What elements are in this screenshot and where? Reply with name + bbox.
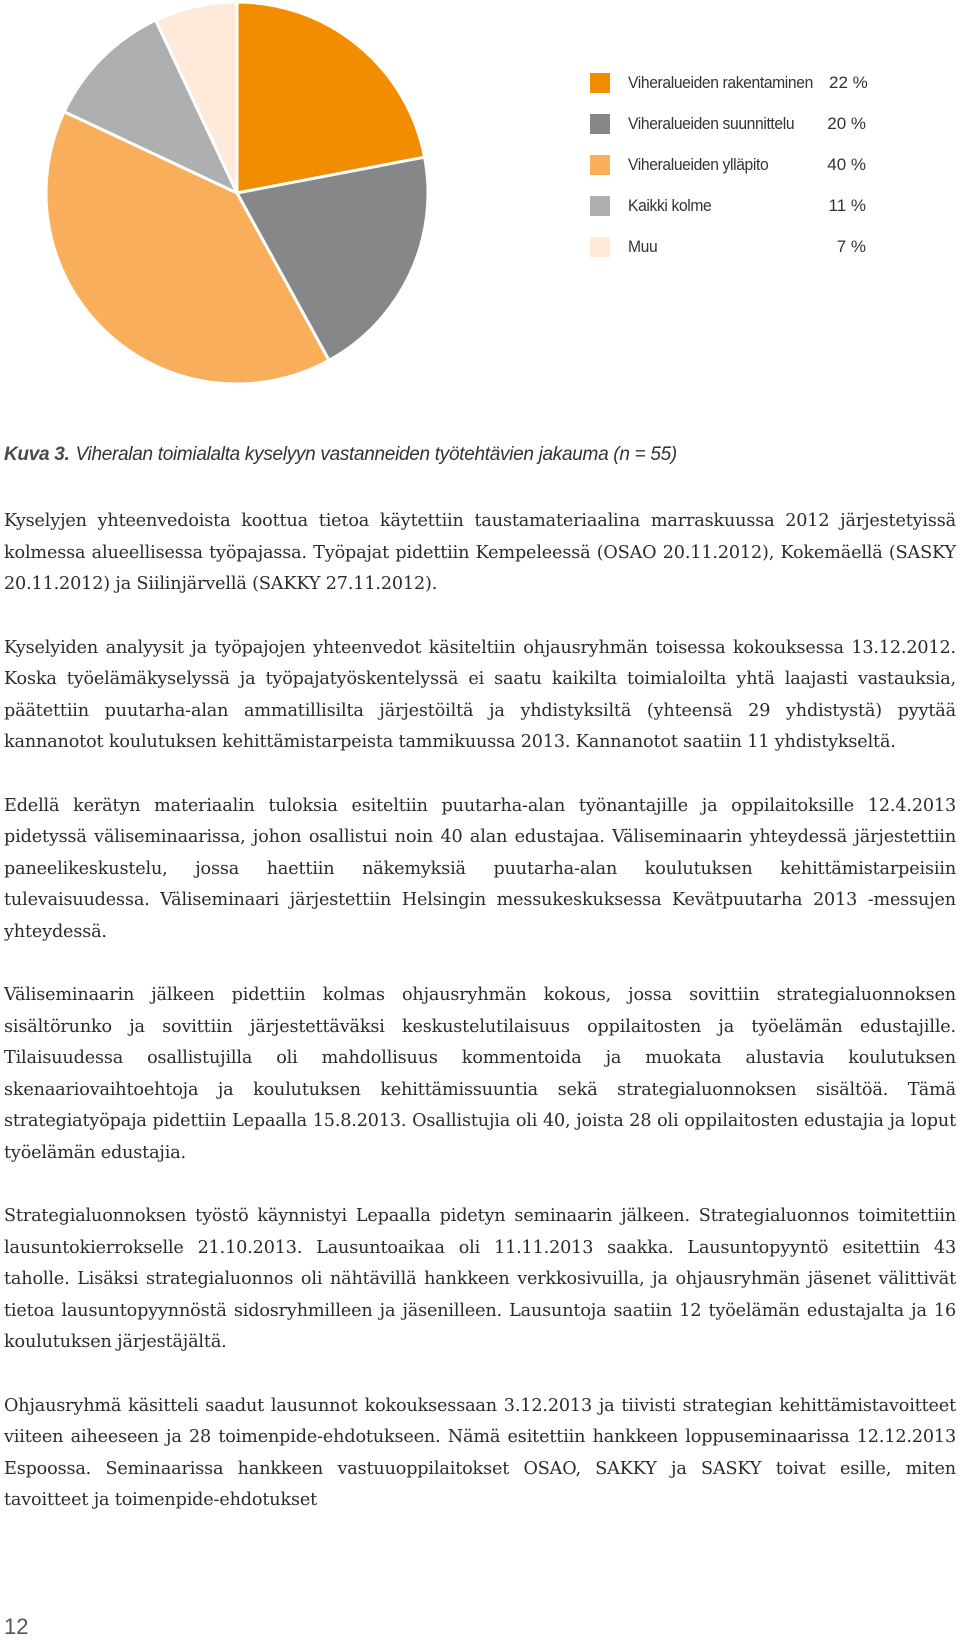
legend-value: 11 % — [828, 195, 866, 215]
figure-caption — [4, 444, 954, 466]
figure-caption-text: Viheralan toimialalta kyselyyn vastanneiden työtehtävien jakauma (n = 55) — [75, 444, 677, 465]
legend-label: Viheralueiden suunnittelu — [628, 113, 795, 133]
body-text — [4, 506, 956, 1549]
paragraph: Väliseminaarin jälkeen pidettiin kolmas ohjausryhmän kokous, jossa sovittiin strategialuonnoksen sisältörunko ja sovittiin järjestettäväksi keskustelutilaisuus oppilaitosten ja työelämän edustajille. Tilaisuudessa osallistujilla oli mahdollisuus kommentoida ja muokata alustavia koulutuksen skenaariovaihtoehtoja ja koulutuksen kehittämissuuntia sekä strategialuonnoksen sisältöä. Tämä strategiatyöpaja pidettiin Lepaalla 15.8.2013. Osallistujia oli 40, joista 28 oli oppilaitosten edustajia ja loput työelämän edustajia. — [4, 985, 956, 1163]
legend-value: 40 % — [827, 154, 866, 174]
legend-label: Muu — [628, 236, 658, 256]
paragraph: Kyselyjen yhteenvedoista koottua tietoa käytettiin taustamateriaalina marraskuussa 2012 järjestetyissä kolmessa alueellisessa työpajassa. Työpajat pidettiin Kempeleessä (OSAO 20.11.2012), Kokemäellä (SASKY 20.11.2012) ja Siilinjärvellä (SAKKY 27.11.2012). — [4, 511, 956, 594]
legend-swatch — [590, 196, 610, 216]
legend-value: 7 % — [836, 236, 866, 256]
legend-swatch — [590, 155, 610, 175]
legend-swatch — [590, 237, 610, 257]
legend-item-yllapito — [590, 144, 866, 185]
legend-label: Kaikki kolme — [628, 195, 712, 215]
legend-value: 22 % — [829, 72, 868, 92]
chart-legend — [590, 62, 866, 267]
legend-label: Viheralueiden rakentaminen — [628, 72, 813, 92]
pie-chart — [40, 0, 460, 410]
paragraph: Kyselyiden analyysit ja työpajojen yhteenvedot käsiteltiin ohjausryhmän toisessa kokouksessa 13.12.2012. Koska työelämäkyselyssä ja työpajatyöskentelyssä ei saatu kaikilta toimialoilta yhtä laajasti vastauksia, päätettiin puutarha-alan ammatillisilta järjestöiltä ja yhdistyksiltä (yhteensä 29 yhdistystä) pyytää kannanotot koulutuksen kehittämistarpeista tammikuussa 2013. Kannanotot saatiin 11 yhdistykseltä. — [4, 637, 956, 752]
page-number: 12 — [4, 1614, 29, 1639]
legend-swatch — [590, 73, 610, 93]
legend-swatch — [590, 114, 610, 134]
legend-item-rakentaminen — [590, 62, 866, 103]
legend-item-muu — [590, 226, 866, 267]
legend-label: Viheralueiden ylläpito — [628, 154, 769, 174]
pie-chart-svg — [40, 0, 460, 410]
figure-caption-label: Kuva 3. — [4, 444, 70, 465]
paragraph: Strategialuonnoksen työstö käynnistyi Lepaalla pidetyn seminaarin jälkeen. Strategialuonnos toimitettiin lausuntokierrokselle 21.10.2013. Lausuntoaikaa oli 11.11.2013 saakka. Lausuntopyyntö esitettiin 43 taholle. Lisäksi strategialuonnos oli nähtävillä hankkeen verkkosivuilla, ja ohjausryhmän jäsenet välittivät tietoa lausuntopyynnöstä sidosryhmilleen ja jäsenilleen. Lausuntoja saatiin 12 työelämän edustajalta ja 16 koulutuksen järjestäjältä. — [4, 1206, 956, 1352]
legend-item-suunnittelu — [590, 103, 866, 144]
legend-value: 20 % — [827, 113, 866, 133]
paragraph: Ohjausryhmä käsitteli saadut lausunnot kokouksessaan 3.12.2013 ja tiivisti strategian kehittämistavoitteet viiteen aiheeseen ja 28 toimenpide-ehdotukseen. Nämä esitettiin hankkeen loppuseminaarissa 12.12.2013 Espoossa. Seminaarissa hankkeen vastuuoppilaitokset OSAO, SAKKY ja SASKY toivat esille, miten tavoitteet ja toimenpide-ehdotukset — [4, 1395, 956, 1510]
legend-item-kaikki-kolme — [590, 185, 866, 226]
paragraph: Edellä kerätyn materiaalin tuloksia esiteltiin puutarha-alan työnantajille ja oppilaitoksille 12.4.2013 pidetyssä väliseminaarissa, johon osallistui noin 40 alan edustajaa. Väliseminaarin yhteydessä järjestettiin paneelikeskustelu, jossa haettiin näkemyksiä puutarha-alan koulutuksen kehittämistarpeisiin tulevaisuudessa. Väliseminaari järjestettiin Helsingin messukeskuksessa Kevätpuutarha 2013 -messujen yhteydessä. — [4, 795, 956, 942]
